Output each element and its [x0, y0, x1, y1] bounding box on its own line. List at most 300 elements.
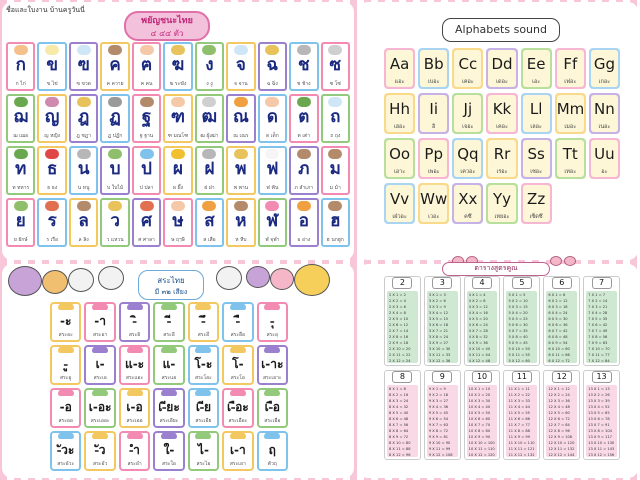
vowel-symbol: -ำ: [129, 443, 140, 457]
multiplication-card: [424, 276, 461, 366]
vowel-card: [257, 431, 288, 471]
vowel-card: [84, 388, 115, 428]
vowel-card: [222, 388, 253, 428]
multiplication-row: 6 X 10 = 60: [548, 347, 570, 351]
alphabet-card-inner: [488, 50, 515, 87]
multiplication-row: 6 X 3 = 18: [548, 305, 568, 309]
alphabet-card: [486, 138, 517, 179]
alphabet-card: [521, 93, 552, 134]
vowel-symbol: แ-: [162, 357, 176, 371]
consonant-letter: ณ: [233, 107, 249, 127]
multiplication-row: 4 X 11 = 44: [468, 353, 491, 357]
alphabet-letter: Rr: [493, 145, 511, 163]
animal-ears-icon: [161, 389, 177, 396]
multiplication-row: 2 X 2 = 4: [389, 299, 406, 303]
animal-ears-icon: [127, 346, 143, 353]
vowel-card: [153, 345, 184, 385]
animal-ears-icon: [195, 389, 211, 396]
consonant-card: [321, 94, 350, 143]
consonant-word: ฃ ขวด: [76, 81, 91, 87]
multiplication-row: 12 X 4 = 48: [548, 405, 570, 409]
multiplication-row: 6 X 12 = 72: [548, 359, 570, 363]
multiplication-row: 8 X 7 = 56: [389, 423, 409, 427]
alphabet-sound: เฮอะ: [393, 124, 406, 130]
multiplication-card: [424, 370, 461, 460]
consonant-word: ฎ ชฎา: [76, 133, 91, 139]
multiplication-row: 8 X 4 = 32: [389, 405, 409, 409]
multiplication-row: 12 X 8 = 96: [548, 429, 570, 433]
vowel-name: สระอิ: [128, 332, 141, 338]
multiplication-row: 3 X 8 = 24: [428, 335, 449, 339]
multiplication-row: 8 X 10 = 80: [389, 441, 411, 445]
vowel-name: สระอือ: [230, 332, 246, 338]
alphabet-letter: Qq: [457, 145, 479, 163]
multiplication-row: 13 X 11 = 143: [588, 447, 615, 451]
alphabet-card: [555, 48, 586, 89]
multiplication-row: 11 X 12 = 132: [508, 453, 535, 457]
multiplication-rows: [586, 291, 617, 363]
consonant-word: พ พาน: [233, 185, 249, 191]
alphabet-sound: เพอะ: [427, 169, 440, 175]
animal-ears-icon: [92, 432, 108, 439]
alphabet-card: [452, 138, 483, 179]
consonant-card: [258, 146, 287, 195]
multiplication-row: 8 X 5 = 40: [389, 411, 409, 415]
vowel-symbol: เ-อ: [126, 400, 143, 414]
multiplication-row: 2 X 5 = 10: [389, 317, 409, 321]
multiplication-rows: [506, 291, 537, 363]
animal-ears-icon: [264, 432, 280, 439]
vowel-card: [50, 388, 81, 428]
vowel-name: สระอำ: [127, 461, 142, 467]
alphabet-sound: เคอะ: [461, 79, 474, 85]
vowels-subtitle: มี ๓๒ เสียง: [154, 288, 188, 296]
consonant-letter: ช: [298, 55, 310, 75]
consonant-letter: ฉ: [266, 55, 279, 75]
vowel-name: สระโอะ: [195, 375, 212, 381]
multiplication-row: 3 X 2 = 6: [428, 299, 446, 303]
alphabet-sound: เมอะ: [564, 124, 577, 130]
multiplication-row: 13 X 9 = 117: [588, 435, 612, 439]
multiplication-row: 11 X 3 = 33: [508, 399, 530, 403]
multiplication-row: 10 X 8 = 80: [468, 429, 491, 433]
multiplication-row: 7 X 4 = 28: [588, 311, 608, 315]
multiplication-row: 8 X 1 = 8: [389, 387, 406, 391]
multiplication-card: [384, 276, 421, 366]
multiplication-row: 5 X 7 = 35: [508, 329, 528, 333]
consonant-card: [321, 198, 350, 247]
consonant-card: [100, 94, 129, 143]
alphabet-card: [384, 93, 415, 134]
vowel-card: [188, 345, 219, 385]
vowel-card: [50, 302, 81, 342]
vowel-name: สระแอ: [161, 375, 177, 381]
vowel-name: สระอุ: [266, 332, 278, 338]
animal-ears-icon: [127, 303, 143, 310]
multiplication-row: 9 X 7 = 63: [428, 423, 449, 427]
alphabet-letter: Ee: [526, 55, 546, 73]
multiplication-row: 3 X 5 = 15: [428, 317, 449, 321]
consonant-card: [6, 94, 35, 143]
multiplication-row: 13 X 7 = 91: [588, 423, 610, 427]
consonant-card: [37, 94, 66, 143]
vowel-symbol: -ัวะ: [57, 443, 75, 457]
credit-text: ชื่อและใบงาน บ้านครูวันนี่: [6, 6, 85, 14]
consonant-card: [195, 146, 224, 195]
multiplication-row: 2 X 11 = 22: [389, 353, 411, 357]
pig-icon: [564, 256, 576, 266]
animal-ears-icon: [230, 389, 246, 396]
consonant-card: [37, 42, 66, 91]
multiplication-row: 13 X 6 = 78: [588, 417, 610, 421]
consonant-word: ฮ นกฮูก: [326, 237, 344, 243]
multiplication-row: 6 X 4 = 24: [548, 311, 568, 315]
alphabet-sound: เซ็ดซึ: [529, 214, 543, 220]
alphabet-card: [486, 48, 517, 89]
multiplication-row: 12 X 9 = 108: [548, 435, 573, 439]
animal-ears-icon: [161, 432, 177, 439]
table-number: 2: [392, 277, 412, 289]
vowel-symbol: เ-ีย: [195, 400, 211, 414]
multiplication-row: 5 X 1 = 5: [508, 293, 526, 297]
multiplication-row: 10 X 6 = 60: [468, 417, 491, 421]
alphabet-letter: Ii: [429, 100, 438, 118]
multiplication-row: 10 X 7 = 70: [468, 423, 491, 427]
multiplication-row: 4 X 4 = 16: [468, 311, 488, 315]
vowel-name: ตัวฤ: [267, 461, 277, 467]
animal-ears-icon: [230, 346, 246, 353]
consonant-letter: ฎ: [77, 107, 90, 127]
multiplication-rows: [506, 385, 537, 457]
consonant-letter: จ: [235, 55, 246, 75]
vowel-name: สระอัวะ: [57, 461, 75, 467]
consonant-word: ส เสือ: [203, 237, 216, 243]
consonants-title-box: [124, 11, 210, 41]
consonants-subtitle: ๔ ๔๔ ตัว: [150, 29, 184, 38]
consonant-letter: ซ: [329, 55, 342, 75]
multiplication-row: 6 X 5 = 30: [548, 317, 568, 321]
alphabet-card: [521, 183, 552, 224]
multiplication-row: 7 X 12 = 84: [588, 359, 610, 363]
table-number: 11: [512, 371, 532, 383]
multiplication-row: 5 X 9 = 45: [508, 341, 528, 345]
alphabet-sound: เวอะ: [428, 214, 440, 220]
multiplication-row: 13 X 2 = 26: [588, 393, 610, 397]
consonant-word: ฏ ปฏัก: [107, 133, 123, 139]
multiplication-row: 3 X 4 = 12: [428, 311, 449, 315]
consonant-letter: ฆ: [171, 55, 185, 75]
alphabet-card-inner: [523, 95, 550, 132]
vowel-symbol: -ี: [166, 314, 171, 328]
lion-face-icon: [42, 270, 68, 294]
vowel-name: สระเอาะ: [262, 375, 282, 381]
consonants-title: พยัญชนะไทย: [141, 16, 193, 26]
multiplication-rows: [586, 385, 617, 457]
consonant-card: [226, 94, 255, 143]
vowel-card: [153, 388, 184, 428]
consonant-letter: ด: [266, 107, 278, 127]
vowel-symbol: ไ-: [197, 443, 209, 457]
consonant-letter: ข: [46, 55, 58, 75]
vowel-name: สระเอียะ: [159, 418, 179, 424]
multiplication-card: [503, 370, 540, 460]
multiplication-rows: [387, 291, 418, 363]
consonant-card: [258, 94, 287, 143]
consonant-card: [132, 146, 161, 195]
animal-ears-icon: [92, 303, 108, 310]
consonant-letter: ญ: [44, 107, 60, 127]
multiplication-row: 4 X 3 = 12: [468, 305, 488, 309]
consonant-card: [163, 146, 192, 195]
multiplication-row: 13 X 12 = 156: [588, 453, 615, 457]
alphabet-sound: เรอะ: [496, 169, 508, 175]
animal-ears-icon: [264, 389, 280, 396]
vowel-name: สระเอ: [93, 375, 107, 381]
animal-ears-icon: [92, 389, 108, 396]
consonant-word: ฉ ฉิ่ง: [266, 81, 278, 87]
table-number: 13: [592, 371, 612, 383]
vowels-title-box: [138, 270, 204, 300]
multiplication-title: ตารางสูตรคูณ: [442, 262, 550, 276]
multiplication-row: 13 X 3 = 39: [588, 399, 610, 403]
alphabet-card-inner: [523, 140, 550, 177]
alphabet-letter: Bb: [423, 55, 444, 73]
consonant-word: ย ยักษ์: [13, 237, 28, 243]
multiplication-row: 12 X 6 = 72: [548, 417, 570, 421]
multiplication-row: 6 X 2 = 12: [548, 299, 568, 303]
consonant-card: [69, 42, 98, 91]
multiplication-card: [384, 370, 421, 460]
multiplication-row: 6 X 7 = 42: [548, 329, 568, 333]
animal-ears-icon: [161, 303, 177, 310]
table-number: 6: [552, 277, 572, 289]
vowel-card: [153, 431, 184, 471]
animal-ears-icon: [58, 432, 74, 439]
consonant-card: [100, 198, 129, 247]
vowel-card: [84, 302, 115, 342]
multiplication-row: 2 X 7 = 14: [389, 329, 409, 333]
vowel-symbol: -ู: [63, 357, 68, 371]
alphabet-letter: Ww: [420, 190, 448, 208]
alphabet-card-inner: [523, 185, 550, 222]
consonant-card: [289, 42, 318, 91]
alphabet-card: [555, 138, 586, 179]
multiplication-row: 10 X 2 = 20: [468, 393, 491, 397]
animal-ears-icon: [58, 303, 74, 310]
multiplication-row: 7 X 1 = 7: [588, 293, 606, 297]
consonant-word: ภ สำเภา: [294, 185, 314, 191]
multiplication-row: 4 X 2 = 8: [468, 299, 486, 303]
multiplication-row: 3 X 3 = 9: [428, 305, 446, 309]
multiplication-row: 3 X 10 = 30: [428, 347, 451, 351]
multiplication-card: [543, 370, 580, 460]
multiplication-row: 5 X 10 = 50: [508, 347, 530, 351]
multiplication-row: 3 X 7 = 21: [428, 329, 449, 333]
multiplication-row: 10 X 9 = 90: [468, 435, 491, 439]
multiplication-row: 9 X 1 = 9: [428, 387, 446, 391]
multiplication-row: 3 X 12 = 36: [428, 359, 451, 363]
vowel-symbol: -ึ: [201, 314, 206, 328]
multiplication-row: 7 X 9 = 63: [588, 341, 608, 345]
multiplication-card: [464, 370, 501, 460]
multiplication-row: 12 X 10 = 120: [548, 441, 575, 445]
alphabet-card: [452, 183, 483, 224]
panda-face-icon: [68, 268, 94, 292]
consonant-word: ซ โซ่: [329, 81, 341, 87]
vowel-card: [222, 345, 253, 385]
table-number: 9: [432, 371, 452, 383]
consonant-word: ถ ถุง: [330, 133, 341, 139]
alphabet-sound: อิ: [432, 124, 436, 130]
consonant-letter: ม: [329, 159, 341, 179]
animal-ears-icon: [230, 303, 246, 310]
alphabet-card-inner: [591, 95, 618, 132]
multiplication-row: 2 X 4 = 8: [389, 311, 406, 315]
consonant-letter: ภ: [298, 159, 310, 179]
alphabet-card-inner: [454, 140, 481, 177]
vowel-card: [119, 388, 150, 428]
alphabet-sound: แอะ: [394, 79, 405, 85]
alphabet-letter: Hh: [389, 100, 410, 118]
consonant-card: [163, 94, 192, 143]
consonant-letter: น: [77, 159, 90, 179]
alphabet-letter: Tt: [562, 145, 578, 163]
multiplication-row: 10 X 3 = 30: [468, 399, 491, 403]
multiplication-row: 5 X 5 = 25: [508, 317, 528, 321]
multiplication-row: 7 X 8 = 56: [588, 335, 608, 339]
alphabet-letter: Dd: [491, 55, 513, 73]
multiplication-grid: [384, 276, 620, 460]
alphabet-card-inner: [420, 95, 447, 132]
multiplication-row: 9 X 2 = 18: [428, 393, 449, 397]
consonant-word: ด เด็ก: [265, 133, 279, 139]
alphabet-card: [452, 93, 483, 134]
multiplication-row: 2 X 12 = 24: [389, 359, 411, 363]
consonant-letter: ผ: [173, 159, 183, 179]
alphabet-card: [589, 48, 620, 89]
consonant-letter: ษ: [172, 211, 184, 231]
alphabet-card-inner: [386, 140, 413, 177]
consonant-letter: ห: [235, 211, 247, 231]
consonant-card: [258, 42, 287, 91]
multiplication-row: 11 X 1 = 11: [508, 387, 530, 391]
vowel-card: [188, 302, 219, 342]
multiplication-row: 9 X 8 = 72: [428, 429, 449, 433]
multiplication-rows: [427, 385, 458, 457]
multiplication-row: 2 X 10 = 20: [389, 347, 411, 351]
alphabet-card: [521, 48, 552, 89]
consonant-card: [195, 42, 224, 91]
table-number: 12: [552, 371, 572, 383]
alphabet-sound: เนอะ: [598, 124, 611, 130]
alphabet-card-inner: [420, 50, 447, 87]
consonant-card: [69, 198, 98, 247]
alphabet-card: [384, 48, 415, 89]
consonant-word: ค ควาย: [106, 81, 124, 87]
multiplication-row: 8 X 11 = 88: [389, 447, 411, 451]
multiplication-panel: [358, 264, 638, 478]
consonant-letter: ฒ: [201, 107, 218, 127]
multiplication-row: 5 X 2 = 10: [508, 299, 528, 303]
multiplication-row: 8 X 8 = 64: [389, 429, 409, 433]
multiplication-row: 10 X 4 = 40: [468, 405, 491, 409]
consonant-letter: ฅ: [140, 55, 153, 75]
consonant-letter: ฐ: [141, 107, 152, 127]
alphabet-sound: เกอะ: [598, 79, 611, 85]
multiplication-row: 3 X 11 = 33: [428, 353, 451, 357]
consonant-word: ฌ เฌอ: [13, 133, 29, 139]
consonant-word: ฆ ระฆัง: [169, 81, 187, 87]
multiplication-row: 2 X 8 = 16: [389, 335, 409, 339]
alphabet-card-inner: [420, 185, 447, 222]
consonant-card: [289, 198, 318, 247]
alphabet-sound: เคอะ: [496, 124, 508, 130]
table-number: 10: [472, 371, 492, 383]
multiplication-row: 8 X 12 = 96: [389, 453, 411, 457]
alphabet-letter: Mm: [556, 100, 585, 118]
multiplication-row: 3 X 9 = 27: [428, 341, 449, 345]
alphabet-card: [384, 138, 415, 179]
alphabet-card-inner: [557, 140, 584, 177]
consonant-letter: ป: [141, 159, 152, 179]
multiplication-row: 12 X 1 = 12: [548, 387, 570, 391]
alphabet-letter: Uu: [594, 145, 615, 163]
consonant-word: บ ใบไม้: [106, 185, 124, 191]
multiplication-row: 3 X 6 = 18: [428, 323, 449, 327]
consonant-card: [226, 146, 255, 195]
consonant-word: ฒ ผู้เฒ่า: [200, 133, 219, 139]
vowel-card: [50, 431, 81, 471]
multiplication-row: 2 X 9 = 18: [389, 341, 409, 345]
consonant-word: ต เต่า: [297, 133, 311, 139]
alphabet-card: [418, 93, 449, 134]
consonant-letter: บ: [109, 159, 121, 179]
vowel-name: สระโอ: [230, 375, 245, 381]
consonant-word: ฟ ฟัน: [266, 185, 279, 191]
alphabet-card-inner: [454, 95, 481, 132]
multiplication-row: 9 X 10 = 90: [428, 441, 451, 445]
multiplication-row: 13 X 1 = 13: [588, 387, 610, 391]
multiplication-row: 7 X 10 = 70: [588, 347, 610, 351]
giraffe-face-icon: [294, 264, 330, 296]
consonant-word: ช ช้าง: [296, 81, 311, 87]
vowel-card: [119, 302, 150, 342]
vowel-symbol: เ-ือะ: [226, 400, 249, 414]
multiplication-row: 5 X 4 = 20: [508, 311, 528, 315]
multiplication-rows: [546, 291, 577, 363]
alphabet-card: [418, 138, 449, 179]
animal-ears-icon: [195, 303, 211, 310]
consonant-card: [6, 146, 35, 195]
alphabet-sounds-panel: [358, 2, 638, 260]
consonant-letter: พ: [235, 159, 247, 179]
vowel-symbol: โ-ะ: [194, 357, 213, 371]
consonant-word: ผ ผึ้ง: [173, 185, 183, 191]
vowels-title: สระไทย: [157, 276, 185, 285]
consonant-word: ฬ จุฬา: [265, 237, 280, 243]
multiplication-row: 12 X 7 = 84: [548, 423, 570, 427]
consonant-letter: ว: [110, 211, 120, 231]
animal-ears-icon: [195, 346, 211, 353]
vowel-name: สระอา: [93, 332, 108, 338]
consonant-card: [195, 198, 224, 247]
vowel-symbol: เ-ือ: [264, 400, 280, 414]
multiplication-row: 7 X 3 = 21: [588, 305, 608, 309]
animal-ears-icon: [92, 346, 108, 353]
animal-ears-icon: [230, 432, 246, 439]
consonant-word: ม ม้า: [329, 185, 341, 191]
multiplication-rows: [467, 291, 498, 363]
